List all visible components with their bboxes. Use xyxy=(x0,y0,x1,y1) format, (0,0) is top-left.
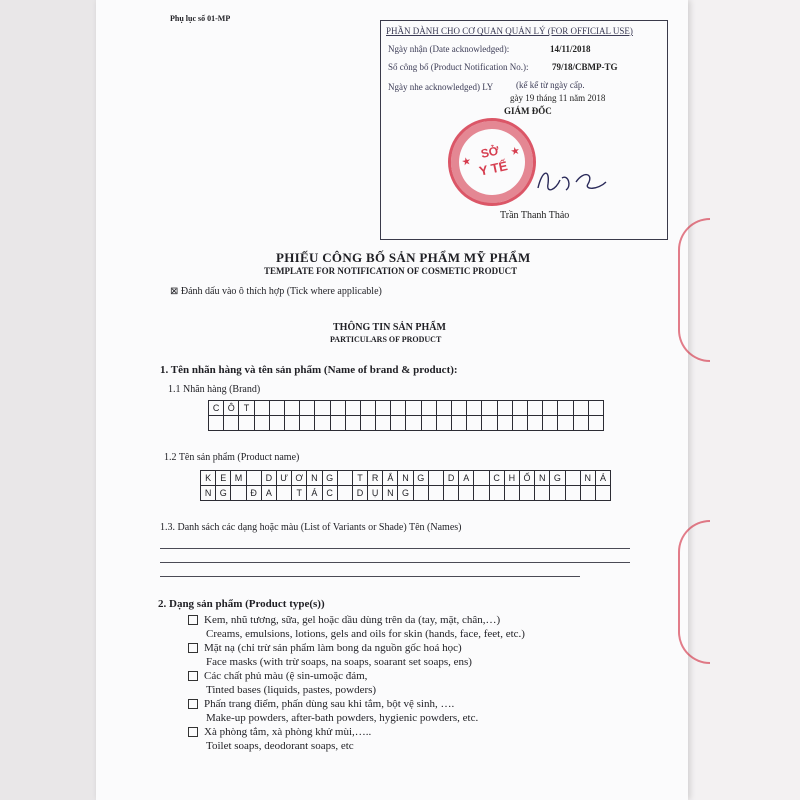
product-cell[interactable]: Đ xyxy=(246,486,261,501)
brand-cell[interactable] xyxy=(284,401,299,416)
product-row xyxy=(201,486,611,501)
product-cell[interactable]: C xyxy=(489,471,504,486)
brand-cell[interactable] xyxy=(269,416,284,431)
brand-cell[interactable] xyxy=(300,401,315,416)
product-cell[interactable] xyxy=(337,486,352,501)
particulars-title-en: PARTICULARS OF PRODUCT xyxy=(330,335,442,344)
product-type-vn: Phấn trang điểm, phấn dùng sau khi tắm, bột vệ sinh, …. xyxy=(204,698,455,710)
brand-cell[interactable] xyxy=(421,416,436,431)
product-cell[interactable]: Ắ xyxy=(383,471,398,486)
brand-cell[interactable] xyxy=(406,401,421,416)
brand-cell[interactable] xyxy=(315,416,330,431)
form-title-vn: PHIẾU CÔNG BỐ SẢN PHẨM MỸ PHẨM xyxy=(276,250,531,265)
product-cell[interactable]: Á xyxy=(307,486,322,501)
brand-cell[interactable] xyxy=(436,401,451,416)
product-cell[interactable] xyxy=(474,486,489,501)
product-cell[interactable]: N xyxy=(535,471,550,486)
product-cell[interactable] xyxy=(519,486,534,501)
brand-cell[interactable] xyxy=(558,416,573,431)
variants-line xyxy=(160,576,580,577)
section1-heading: 1. Tên nhãn hàng và tên sản phẩm (Name of brand & product): xyxy=(160,364,458,376)
product-cell[interactable]: Ố xyxy=(519,471,534,486)
product-type-option[interactable] xyxy=(188,642,462,654)
brand-cell[interactable] xyxy=(558,401,573,416)
brand-cell[interactable] xyxy=(452,401,467,416)
side-stamp-lower xyxy=(678,520,710,664)
brand-cell[interactable] xyxy=(527,401,542,416)
product-cell[interactable]: A xyxy=(459,471,474,486)
date-value: 14/11/2018 xyxy=(550,44,591,54)
product-cell[interactable] xyxy=(595,486,610,501)
form-title-en: TEMPLATE FOR NOTIFICATION OF COSMETIC PRODUCT xyxy=(264,266,518,276)
product-type-vn: Các chất phủ màu (ệ sin-umoặc đảm, xyxy=(204,670,368,682)
brand-cell[interactable] xyxy=(391,416,406,431)
brand-cell[interactable] xyxy=(254,401,269,416)
product-cell[interactable]: R xyxy=(368,471,383,486)
product-type-en: Toilet soaps, deodorant soaps, etc xyxy=(206,740,354,752)
brand-cell[interactable] xyxy=(573,416,588,431)
brand-cell[interactable] xyxy=(269,401,284,416)
product-cell[interactable]: N xyxy=(383,486,398,501)
brand-cell[interactable] xyxy=(543,401,558,416)
brand-cell[interactable] xyxy=(497,416,512,431)
ack-label: Ngày nhe acknowledged) LY xyxy=(388,82,494,92)
brand-cell[interactable]: T xyxy=(239,401,254,416)
product-cell[interactable]: N xyxy=(398,471,413,486)
product-cell[interactable] xyxy=(459,486,474,501)
product-cell[interactable] xyxy=(246,471,261,486)
product-row xyxy=(201,471,611,486)
brand-cell[interactable] xyxy=(254,416,269,431)
brand-cell[interactable] xyxy=(224,416,239,431)
product-cell[interactable]: C xyxy=(322,486,337,501)
brand-grid xyxy=(208,400,604,431)
seal-bottom-text: Y TẾ xyxy=(477,158,509,179)
brand-cell[interactable] xyxy=(330,416,345,431)
product-cell[interactable]: G xyxy=(216,486,231,501)
product-cell[interactable]: T xyxy=(352,471,367,486)
product-cell[interactable]: A xyxy=(261,486,276,501)
product-cell[interactable]: Ụ xyxy=(368,486,383,501)
product-cell[interactable]: D xyxy=(444,471,459,486)
brand-cell[interactable] xyxy=(360,416,375,431)
brand-cell[interactable] xyxy=(391,401,406,416)
product-cell[interactable] xyxy=(580,486,595,501)
product-cell[interactable]: Á xyxy=(595,471,610,486)
product-cell[interactable] xyxy=(565,486,580,501)
date-signed: gày 19 tháng 11 năm 2018 xyxy=(510,93,606,103)
product-cell[interactable] xyxy=(428,486,443,501)
brand-cell[interactable]: C xyxy=(209,401,224,416)
seal-star-icon: ★ xyxy=(510,145,521,157)
product-cell[interactable]: D xyxy=(261,471,276,486)
product-cell[interactable] xyxy=(413,486,428,501)
brand-cell[interactable] xyxy=(360,401,375,416)
particulars-title-vn: THÔNG TIN SẢN PHẨM xyxy=(333,322,446,333)
product-cell[interactable]: N xyxy=(580,471,595,486)
product-type-vn: Mặt nạ (chỉ trừ sản phẩm làm bong da nguồn gốc hoá học) xyxy=(204,642,462,654)
brand-cell[interactable] xyxy=(345,401,360,416)
brand-cell[interactable] xyxy=(209,416,224,431)
checkbox[interactable] xyxy=(188,727,198,737)
variants-label: 1.3. Danh sách các dạng hoặc màu (List of Variants or Shade) Tên (Names) xyxy=(160,522,462,533)
product-cell[interactable]: D xyxy=(352,486,367,501)
checkbox[interactable] xyxy=(188,615,198,625)
product-cell[interactable] xyxy=(550,486,565,501)
annex-label: Phụ lục số 01-MP xyxy=(170,14,231,23)
brand-cell[interactable] xyxy=(482,401,497,416)
notification-value: 79/18/CBMP-TG xyxy=(552,62,618,72)
brand-cell[interactable] xyxy=(300,416,315,431)
product-cell[interactable]: Ơ xyxy=(292,471,307,486)
product-cell[interactable] xyxy=(276,486,291,501)
notification-label: Số công bố (Product Notification No.): xyxy=(388,62,529,72)
product-cell[interactable]: T xyxy=(292,486,307,501)
product-cell[interactable] xyxy=(504,486,519,501)
brand-cell[interactable] xyxy=(467,416,482,431)
product-cell[interactable] xyxy=(535,486,550,501)
background-right xyxy=(688,0,800,800)
product-type-vn: Kem, nhũ tương, sữa, gel hoặc dầu dùng trên da (tay, mặt, chân,…) xyxy=(204,614,501,626)
signer-name: Trần Thanh Thảo xyxy=(500,210,570,221)
brand-cell[interactable] xyxy=(345,416,360,431)
product-type-option[interactable] xyxy=(188,670,367,682)
product-cell[interactable] xyxy=(231,486,246,501)
brand-row xyxy=(209,416,604,431)
product-cell[interactable]: E xyxy=(216,471,231,486)
brand-cell[interactable] xyxy=(284,416,299,431)
product-cell[interactable]: K xyxy=(201,471,216,486)
product-cell[interactable]: G xyxy=(398,486,413,501)
product-cell[interactable]: G xyxy=(322,471,337,486)
product-type-option[interactable] xyxy=(188,726,371,738)
product-name-label: 1.2 Tên sản phẩm (Product name) xyxy=(164,452,300,463)
brand-cell[interactable]: Ô xyxy=(224,401,239,416)
product-type-option[interactable] xyxy=(188,698,454,710)
product-cell[interactable] xyxy=(428,471,443,486)
product-name-grid xyxy=(200,470,611,501)
brand-cell[interactable] xyxy=(315,401,330,416)
ack-note: (kể kể từ ngày cấp. xyxy=(516,80,585,90)
brand-row xyxy=(209,401,604,416)
position-title: GIÁM ĐỐC xyxy=(504,106,552,116)
product-cell[interactable]: G xyxy=(550,471,565,486)
brand-cell[interactable] xyxy=(482,416,497,431)
product-cell[interactable]: G xyxy=(413,471,428,486)
product-type-option[interactable] xyxy=(188,614,500,626)
official-title: PHẦN DÀNH CHO CƠ QUAN QUẢN LÝ (FOR OFFICIAL USE) xyxy=(386,26,633,36)
product-cell[interactable]: Ư xyxy=(276,471,291,486)
seal-top-text: SỞ xyxy=(479,143,501,161)
brand-cell[interactable] xyxy=(421,401,436,416)
variants-line xyxy=(160,548,630,549)
brand-cell[interactable] xyxy=(573,401,588,416)
product-cell[interactable] xyxy=(444,486,459,501)
checkbox[interactable] xyxy=(188,643,198,653)
side-stamp-upper xyxy=(678,218,710,362)
brand-cell[interactable] xyxy=(588,416,603,431)
variants-line xyxy=(160,562,630,563)
product-cell[interactable]: M xyxy=(231,471,246,486)
checkbox[interactable] xyxy=(188,671,198,681)
product-type-en: Face masks (with trừ soaps, na soaps, soarant set soaps, ens) xyxy=(206,656,472,668)
product-cell[interactable] xyxy=(474,471,489,486)
product-cell[interactable]: H xyxy=(504,471,519,486)
product-cell[interactable]: N xyxy=(201,486,216,501)
brand-cell[interactable] xyxy=(512,401,527,416)
section2-heading: 2. Dạng sản phẩm (Product type(s)) xyxy=(158,598,325,610)
product-cell[interactable] xyxy=(565,471,580,486)
checkbox[interactable] xyxy=(188,699,198,709)
product-type-vn: Xà phòng tắm, xà phòng khử mùi,….. xyxy=(204,726,372,738)
product-type-en: Make-up powders, after-bath powders, hygienic powders, etc. xyxy=(206,712,479,724)
signature xyxy=(532,160,612,200)
brand-cell[interactable] xyxy=(376,401,391,416)
brand-cell[interactable] xyxy=(497,401,512,416)
brand-cell[interactable] xyxy=(239,416,254,431)
brand-cell[interactable] xyxy=(376,416,391,431)
brand-cell[interactable] xyxy=(467,401,482,416)
product-cell[interactable] xyxy=(337,471,352,486)
brand-label: 1.1 Nhãn hàng (Brand) xyxy=(168,384,261,395)
brand-cell[interactable] xyxy=(330,401,345,416)
brand-cell[interactable] xyxy=(512,416,527,431)
brand-cell[interactable] xyxy=(452,416,467,431)
product-type-en: Tinted bases (liquids, pastes, powders) xyxy=(206,684,377,696)
brand-cell[interactable] xyxy=(527,416,542,431)
product-type-en: Creams, emulsions, lotions, gels and oils for skin (hands, face, feet, etc.) xyxy=(206,628,525,640)
brand-cell[interactable] xyxy=(406,416,421,431)
tick-instruction: ⊠ Đánh dấu vào ô thích hợp (Tick where applicable) xyxy=(170,286,382,297)
brand-cell[interactable] xyxy=(436,416,451,431)
brand-cell[interactable] xyxy=(543,416,558,431)
brand-cell[interactable] xyxy=(588,401,603,416)
product-cell[interactable] xyxy=(489,486,504,501)
product-cell[interactable]: N xyxy=(307,471,322,486)
seal-star-icon: ★ xyxy=(461,155,472,168)
date-label: Ngày nhận (Date acknowledged): xyxy=(388,44,510,54)
